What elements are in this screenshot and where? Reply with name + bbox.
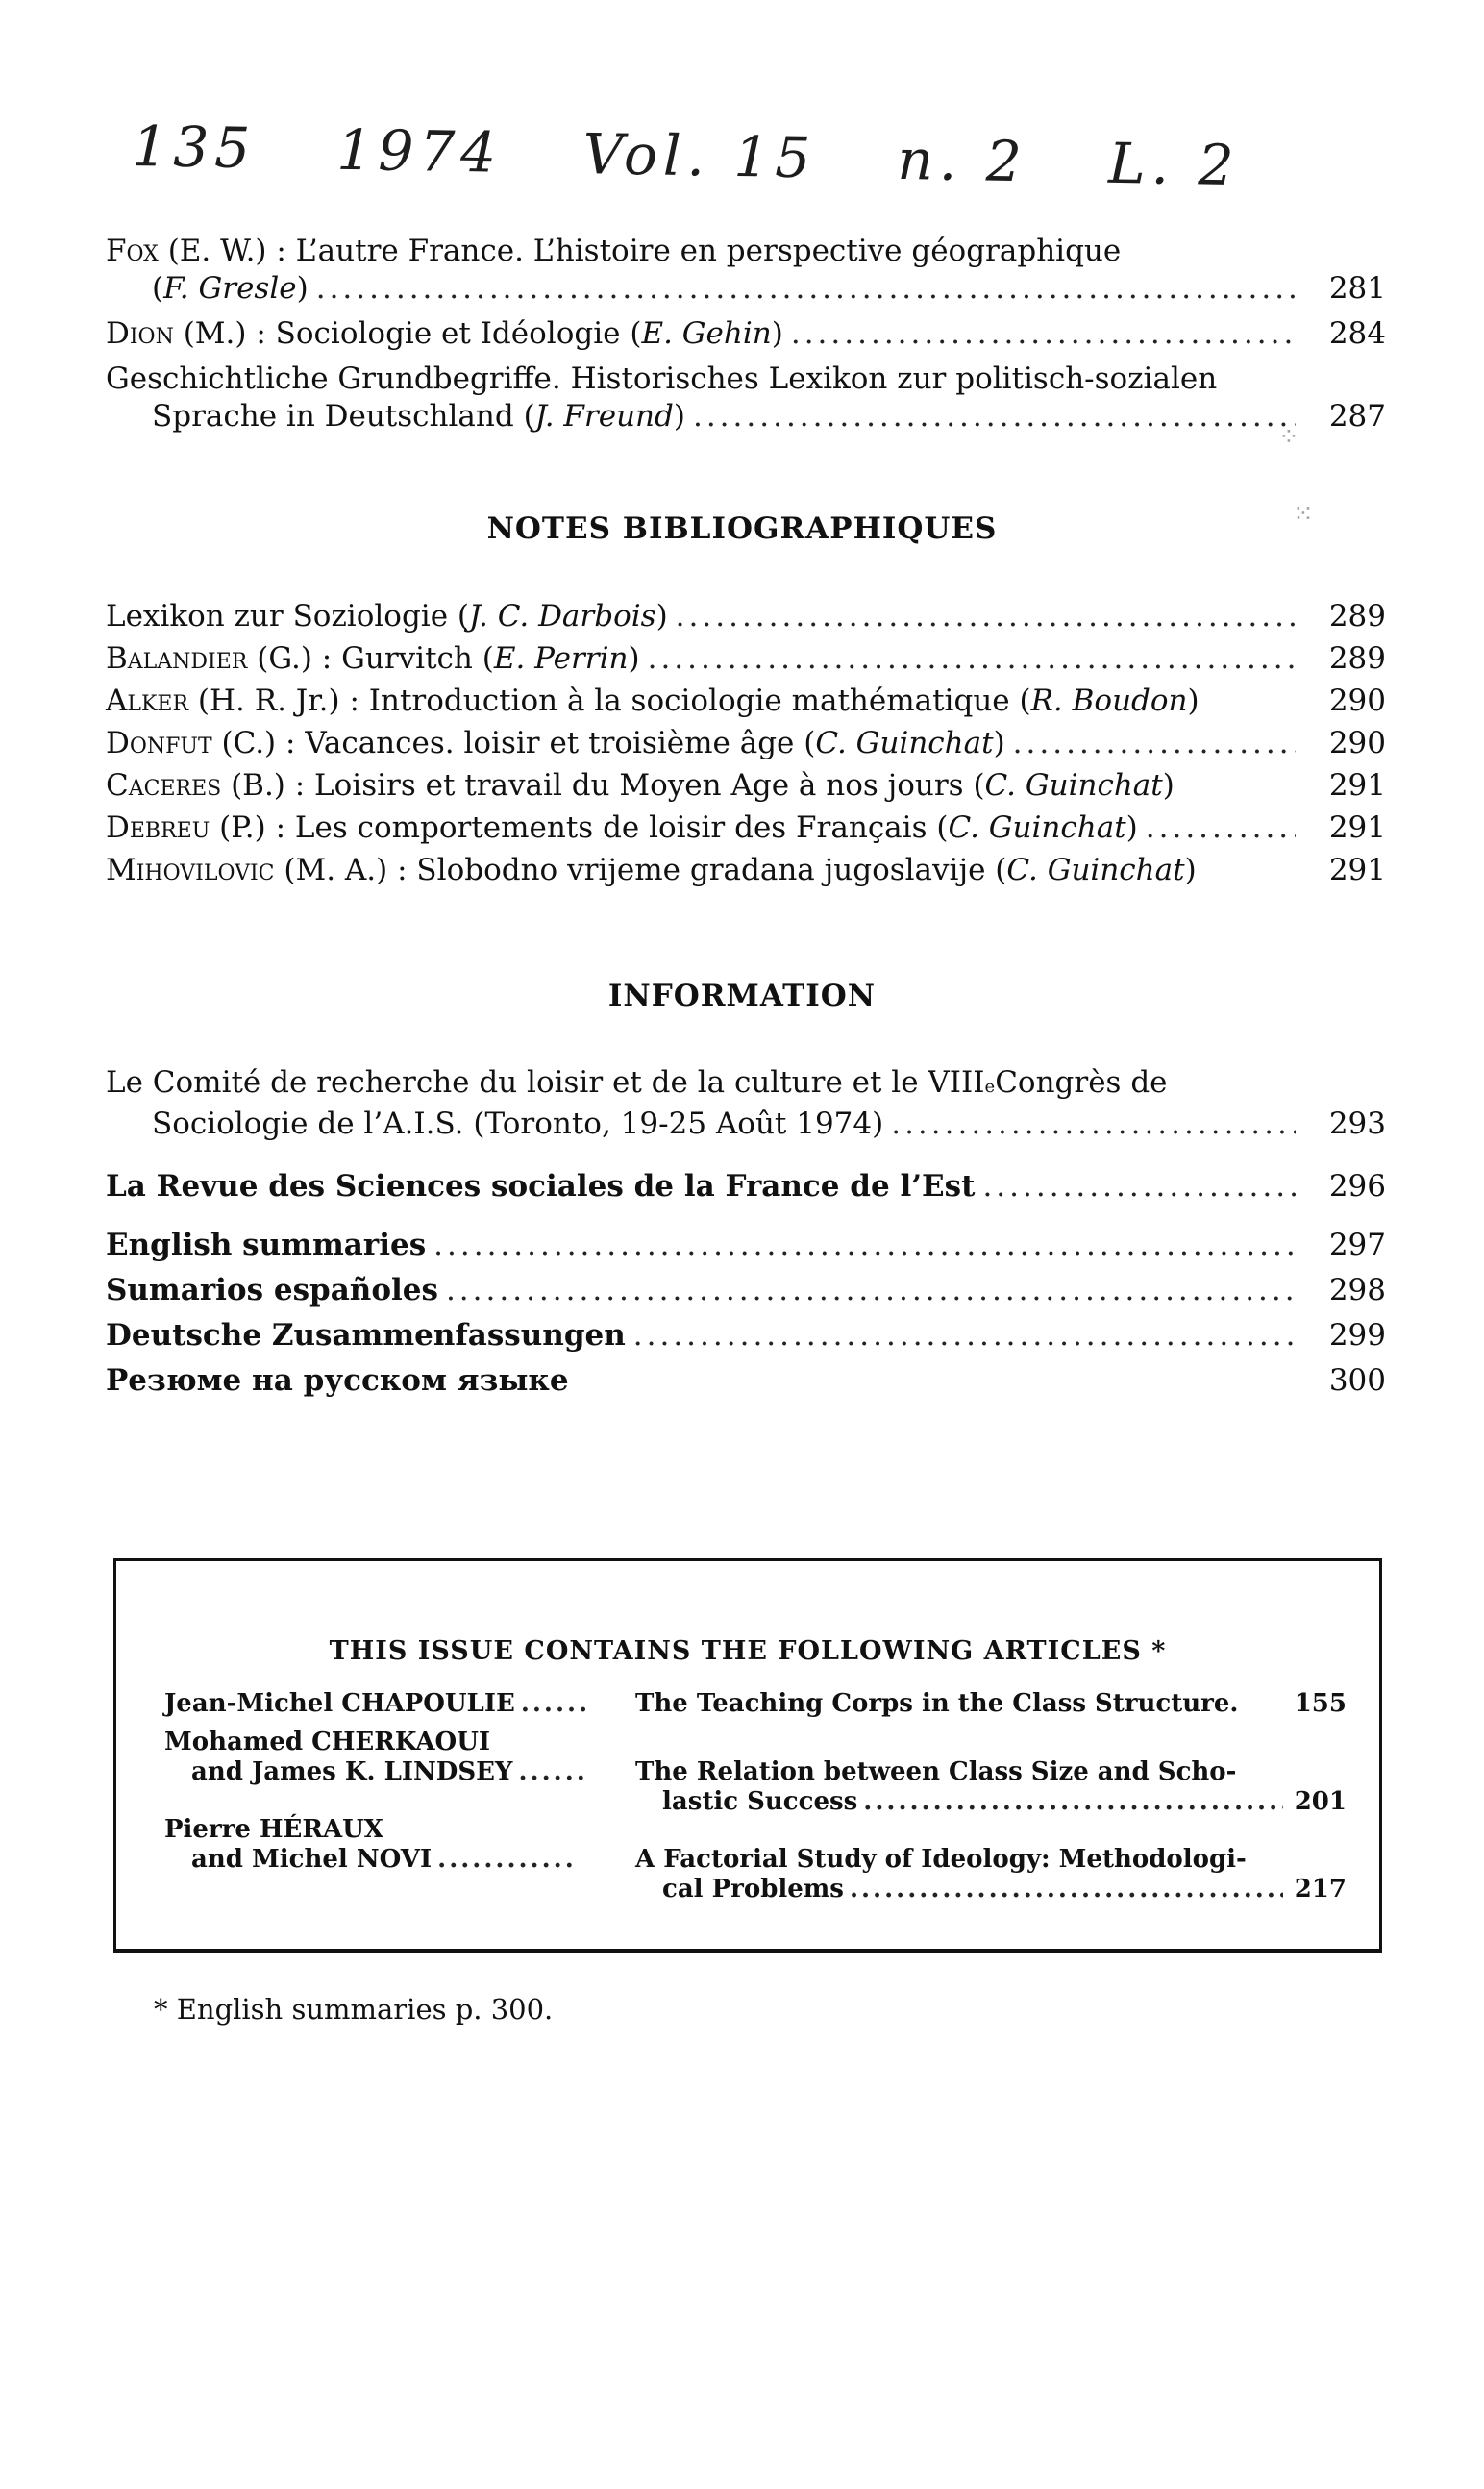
toc-entry bbox=[106, 1362, 1386, 1400]
entry-title-end: Congrès de bbox=[995, 1065, 1168, 1100]
entry-page: 297 bbox=[1328, 1228, 1386, 1262]
entry-author: Mihovilovic bbox=[106, 853, 275, 887]
entry-reviewer: C. Guinchat bbox=[984, 768, 1163, 803]
dot-leader bbox=[446, 1272, 1296, 1309]
entry-initials: (G.) bbox=[257, 641, 312, 676]
entry-title: Резюме на русском языке bbox=[106, 1363, 569, 1398]
toc-entry: Caceres (B.) : Loisirs et travail du Moyen Age à nos jours ( C. Guinchat ) 291 bbox=[106, 768, 1386, 803]
article-page: 217 bbox=[1294, 1875, 1347, 1904]
toc-entry: Alker (H. R. Jr.) : Introduction à la sociologie mathématique ( R. Boudon ) 290 bbox=[106, 684, 1386, 718]
dot-leader bbox=[633, 1317, 1296, 1355]
entry-title: Lexikon zur Soziologie bbox=[106, 599, 449, 634]
entry-title: La Revue des Sciences sociales de la France de l’Est bbox=[106, 1169, 976, 1204]
entry-page: 290 bbox=[1328, 684, 1386, 718]
entry-initials: (P.) bbox=[219, 810, 266, 845]
dot-leader bbox=[693, 398, 1296, 436]
toc-entry bbox=[106, 1064, 1386, 1143]
entry-author: Donfut bbox=[106, 726, 212, 760]
entry-reviewer: E. Gehin bbox=[641, 316, 772, 351]
toc-entry: Debreu (P.) : Les comportements de loisir des Français ( C. Guinchat ) ..... 291 bbox=[106, 809, 1386, 847]
entry-reviewer: C. Guinchat bbox=[815, 726, 994, 760]
entry-title: Deutsche Zusammenfassungen bbox=[106, 1318, 626, 1353]
entry-page: 293 bbox=[1328, 1107, 1386, 1141]
article-page: 155 bbox=[1294, 1689, 1347, 1718]
article-coauthor: and James K. LINDSEY bbox=[191, 1757, 513, 1786]
entry-author: Dion bbox=[106, 316, 174, 351]
ink-speckle: ⁙ bbox=[1293, 500, 1314, 529]
toc-entry: Dion (M.) : Sociologie et Idéologie ( E. Gehin ) ..... 284 bbox=[106, 315, 1386, 353]
box-title: THIS ISSUE CONTAINS THE FOLLOWING ARTICLES * bbox=[329, 1636, 1167, 1666]
entry-reviewer: J. C. Darbois bbox=[469, 599, 656, 634]
article-coauthor: and Michel NOVI bbox=[191, 1845, 433, 1874]
entry-reviewer: E. Perrin bbox=[493, 641, 629, 676]
section-heading-notes: NOTES BIBLIOGRAPHIQUES bbox=[486, 511, 998, 546]
ink-speckle: ⁘ bbox=[1278, 423, 1299, 452]
entry-reviewer: C. Guinchat bbox=[1006, 853, 1185, 887]
entry-title-continued: Sprache in Deutschland bbox=[152, 399, 514, 434]
entry-title-continued: Sociologie de l’A.I.S. (Toronto, 19-25 Août 1974) bbox=[152, 1107, 884, 1141]
toc-entry bbox=[106, 1317, 1386, 1355]
entry-title: Le Comité de recherche du loisir et de la culture et le VIII bbox=[106, 1065, 985, 1100]
entry-page: 298 bbox=[1328, 1273, 1386, 1307]
entry-page: 291 bbox=[1328, 853, 1386, 887]
entry-title: Introduction à la sociologie mathématique bbox=[368, 684, 1010, 718]
entry-author: Fox bbox=[106, 234, 159, 268]
entry-reviewer: J. Freund bbox=[534, 399, 674, 434]
toc-entry: Balandier (G.) : Gurvitch ( E. Perrin ) ..... 289 bbox=[106, 640, 1386, 678]
dot-leader bbox=[891, 1106, 1296, 1143]
dot-leader bbox=[791, 315, 1296, 353]
entry-title: Loisirs et travail du Moyen Age à nos jours bbox=[314, 768, 964, 803]
entry-page: 300 bbox=[1328, 1363, 1386, 1398]
summaries-list bbox=[106, 1168, 1386, 1400]
dot-leader bbox=[676, 598, 1296, 635]
entry-title: English summaries bbox=[106, 1228, 427, 1262]
superscript: e bbox=[984, 1077, 996, 1097]
entry-page: 296 bbox=[1328, 1169, 1386, 1204]
article-page: 201 bbox=[1294, 1787, 1347, 1816]
handwritten-issue: n. 2 bbox=[897, 126, 1028, 195]
footnote: * English summaries p. 300. bbox=[154, 1993, 554, 2026]
entry-initials: (B.) bbox=[231, 768, 285, 803]
entry-page: 299 bbox=[1328, 1318, 1386, 1353]
article-title-continued: cal Problems bbox=[662, 1875, 844, 1904]
entry-title: Sumarios españoles bbox=[106, 1273, 438, 1307]
toc-entry: Mihovilovic (M. A.) : Slobodno vrijeme gradana jugoslavije ( C. Guinchat ) 291 bbox=[106, 853, 1386, 887]
entry-initials: (E. W.) bbox=[167, 234, 267, 268]
entry-reviewer: C. Guinchat bbox=[948, 810, 1126, 845]
article-title: A Factorial Study of Ideology: Methodologi- bbox=[635, 1845, 1247, 1874]
dot-leader bbox=[850, 1875, 1283, 1904]
entry-page: 289 bbox=[1328, 599, 1386, 634]
dot-leader bbox=[1146, 809, 1296, 847]
article-title: The Relation between Class Size and Scho- bbox=[635, 1757, 1237, 1786]
entry-title: Gurvitch bbox=[341, 641, 473, 676]
entry-title: L’autre France. L’histoire en perspective géographique bbox=[295, 234, 1122, 268]
toc-entry bbox=[106, 1272, 1386, 1309]
entry-author: Alker bbox=[106, 684, 189, 718]
dot-leader bbox=[982, 1168, 1296, 1206]
entry-initials: (M. A.) bbox=[284, 853, 388, 887]
dot-leader bbox=[521, 1689, 588, 1719]
section-heading-information: INFORMATION bbox=[607, 979, 877, 1013]
entry-title: Geschichtliche Grundbegriffe. Historisches Lexikon zur politisch-sozialen bbox=[106, 361, 1218, 396]
articles-box bbox=[113, 1558, 1382, 1953]
entry-initials: (C.) bbox=[221, 726, 277, 760]
entry-author: Caceres bbox=[106, 768, 222, 803]
dot-leader bbox=[437, 1845, 572, 1875]
toc-entry bbox=[106, 1227, 1386, 1264]
handwritten-year: 1974 bbox=[335, 116, 503, 186]
entry-page: 287 bbox=[1328, 399, 1386, 434]
entry-title: Les comportements de loisir des Français bbox=[294, 810, 928, 845]
entry-author: Debreu bbox=[106, 810, 210, 845]
dot-leader bbox=[1013, 725, 1296, 762]
article-title: The Teaching Corps in the Class Structure. bbox=[635, 1689, 1239, 1718]
entry-author: Balandier bbox=[106, 641, 248, 676]
handwritten-code: L. 2 bbox=[1107, 130, 1241, 199]
entry-page: 290 bbox=[1328, 726, 1386, 760]
dot-leader bbox=[648, 640, 1296, 678]
entry-initials: (H. R. Jr.) bbox=[197, 684, 340, 718]
toc-entry: Fox (E. W.) : L’autre France. L’histoire en perspective géographique (F. Gresle) ..... 281 bbox=[106, 233, 1386, 308]
entry-title: Sociologie et Idéologie bbox=[275, 316, 621, 351]
entry-page: 281 bbox=[1328, 271, 1386, 306]
dot-leader bbox=[863, 1787, 1283, 1817]
dot-leader bbox=[518, 1757, 585, 1787]
entry-reviewer: F. Gresle bbox=[163, 271, 297, 306]
entry-reviewer: R. Boudon bbox=[1030, 684, 1188, 718]
entry-title: Slobodno vrijeme gradana jugoslavije bbox=[416, 853, 986, 887]
dot-leader bbox=[316, 270, 1296, 308]
toc-entry: Donfut (C.) : Vacances. loisir et troisième âge ( C. Guinchat ) ..... 290 bbox=[106, 725, 1386, 762]
toc-entry: Lexikon zur Soziologie ( J. C. Darbois ) ..... 289 bbox=[106, 598, 1386, 635]
entry-page: 289 bbox=[1328, 641, 1386, 676]
article-author: Pierre HÉRAUX bbox=[164, 1815, 383, 1844]
entry-page: 291 bbox=[1328, 810, 1386, 845]
entry-title: Vacances. loisir et troisième âge bbox=[305, 726, 795, 760]
entry-page: 291 bbox=[1328, 768, 1386, 803]
article-author: Mohamed CHERKAOUI bbox=[164, 1728, 491, 1756]
information-list bbox=[106, 1064, 1386, 1143]
dot-leader bbox=[433, 1227, 1296, 1264]
entry-page: 284 bbox=[1328, 316, 1386, 351]
entry-initials: (M.) bbox=[183, 316, 247, 351]
toc-entry: Geschichtliche Grundbegriffe. Historisches Lexikon zur politisch-sozialen Sprache in Deutschland ( J. Freund ) ..... 287 bbox=[106, 361, 1386, 436]
notes-list bbox=[106, 598, 1386, 889]
toc-entry bbox=[106, 1168, 1386, 1206]
handwritten-volume: Vol. 15 bbox=[581, 121, 817, 191]
article-author: Jean-Michel CHAPOULIE bbox=[164, 1689, 515, 1718]
handwritten-number: 135 bbox=[131, 113, 257, 182]
reviews-list bbox=[106, 233, 1386, 436]
handwritten-catalog-note bbox=[132, 113, 1286, 199]
article-title-continued: lastic Success bbox=[662, 1787, 858, 1816]
